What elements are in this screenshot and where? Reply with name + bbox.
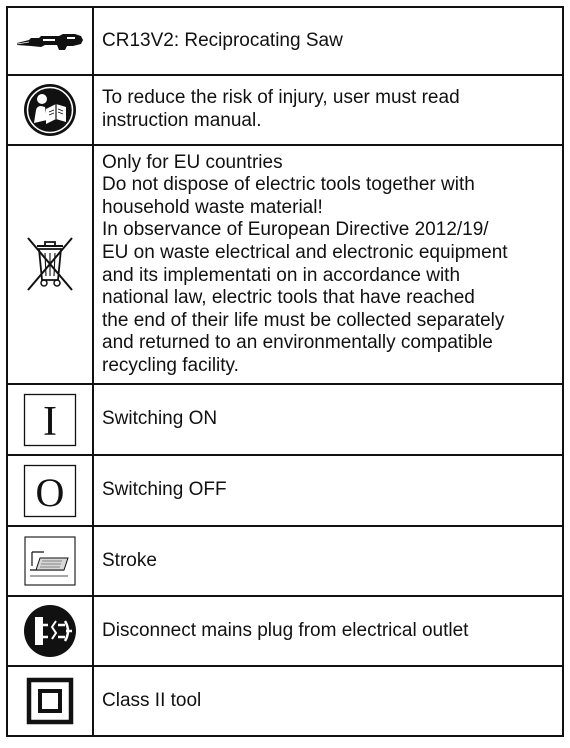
text-line: Switching OFF [102,479,227,501]
row-text [94,146,562,383]
text-line: In observance of European Directive 2012/19/ [102,219,489,241]
row-text [94,597,562,665]
table-row [8,385,562,456]
text-line: and its implementati on in accordance with [102,264,461,286]
read-manual-icon [22,82,78,138]
symbol-cell [8,146,94,383]
text-line: To reduce the risk of injury, user must read [102,87,460,109]
table-row [8,146,562,385]
stroke-icon [24,536,76,586]
switch-on-glyph: I [43,398,57,445]
text-line: and returned to an environmentally compatible [102,332,493,354]
row-text [94,667,562,735]
table-row [8,76,562,146]
row-text [94,8,562,74]
symbols-table [6,6,564,737]
text-line: household waste material! [102,196,323,218]
symbol-cell [8,667,94,735]
switch-off-glyph: O [35,469,65,515]
text-line: CR13V2: Reciprocating Saw [102,29,343,51]
text-line: Do not dispose of electric tools together with [102,174,475,196]
text-line: Switching ON [102,408,218,430]
disconnect-plug-icon [22,603,78,659]
row-text [94,527,562,595]
text-line: instruction manual. [102,110,262,131]
switch-on-icon [23,393,77,447]
table-row [8,8,562,76]
table-row [8,527,562,597]
reciprocating-saw-icon [15,28,85,54]
row-text [94,456,562,525]
crossed-out-bin-icon [23,234,77,296]
row-text [94,385,562,454]
text-line: Class II tool [102,689,202,711]
text-line: EU on waste electrical and electronic equipment [102,241,508,263]
text-line: recycling facility. [102,354,239,376]
symbol-cell [8,76,94,144]
table-row [8,597,562,667]
table-row [8,456,562,527]
table-row [8,667,562,735]
symbol-cell [8,527,94,595]
symbol-cell [8,8,94,74]
text-line: Only for EU countries [102,151,283,173]
text-line: the end of their life must be collected separately [102,309,505,331]
row-text [94,76,562,144]
text-line: Stroke [102,549,157,571]
class-ii-tool-icon [25,676,75,726]
symbol-cell [8,456,94,525]
symbol-cell [8,385,94,454]
text-line: national law, electric tools that have reached [102,287,475,309]
switch-off-icon [23,464,77,518]
text-line: Disconnect mains plug from electrical outlet [102,619,469,641]
symbol-cell [8,597,94,665]
